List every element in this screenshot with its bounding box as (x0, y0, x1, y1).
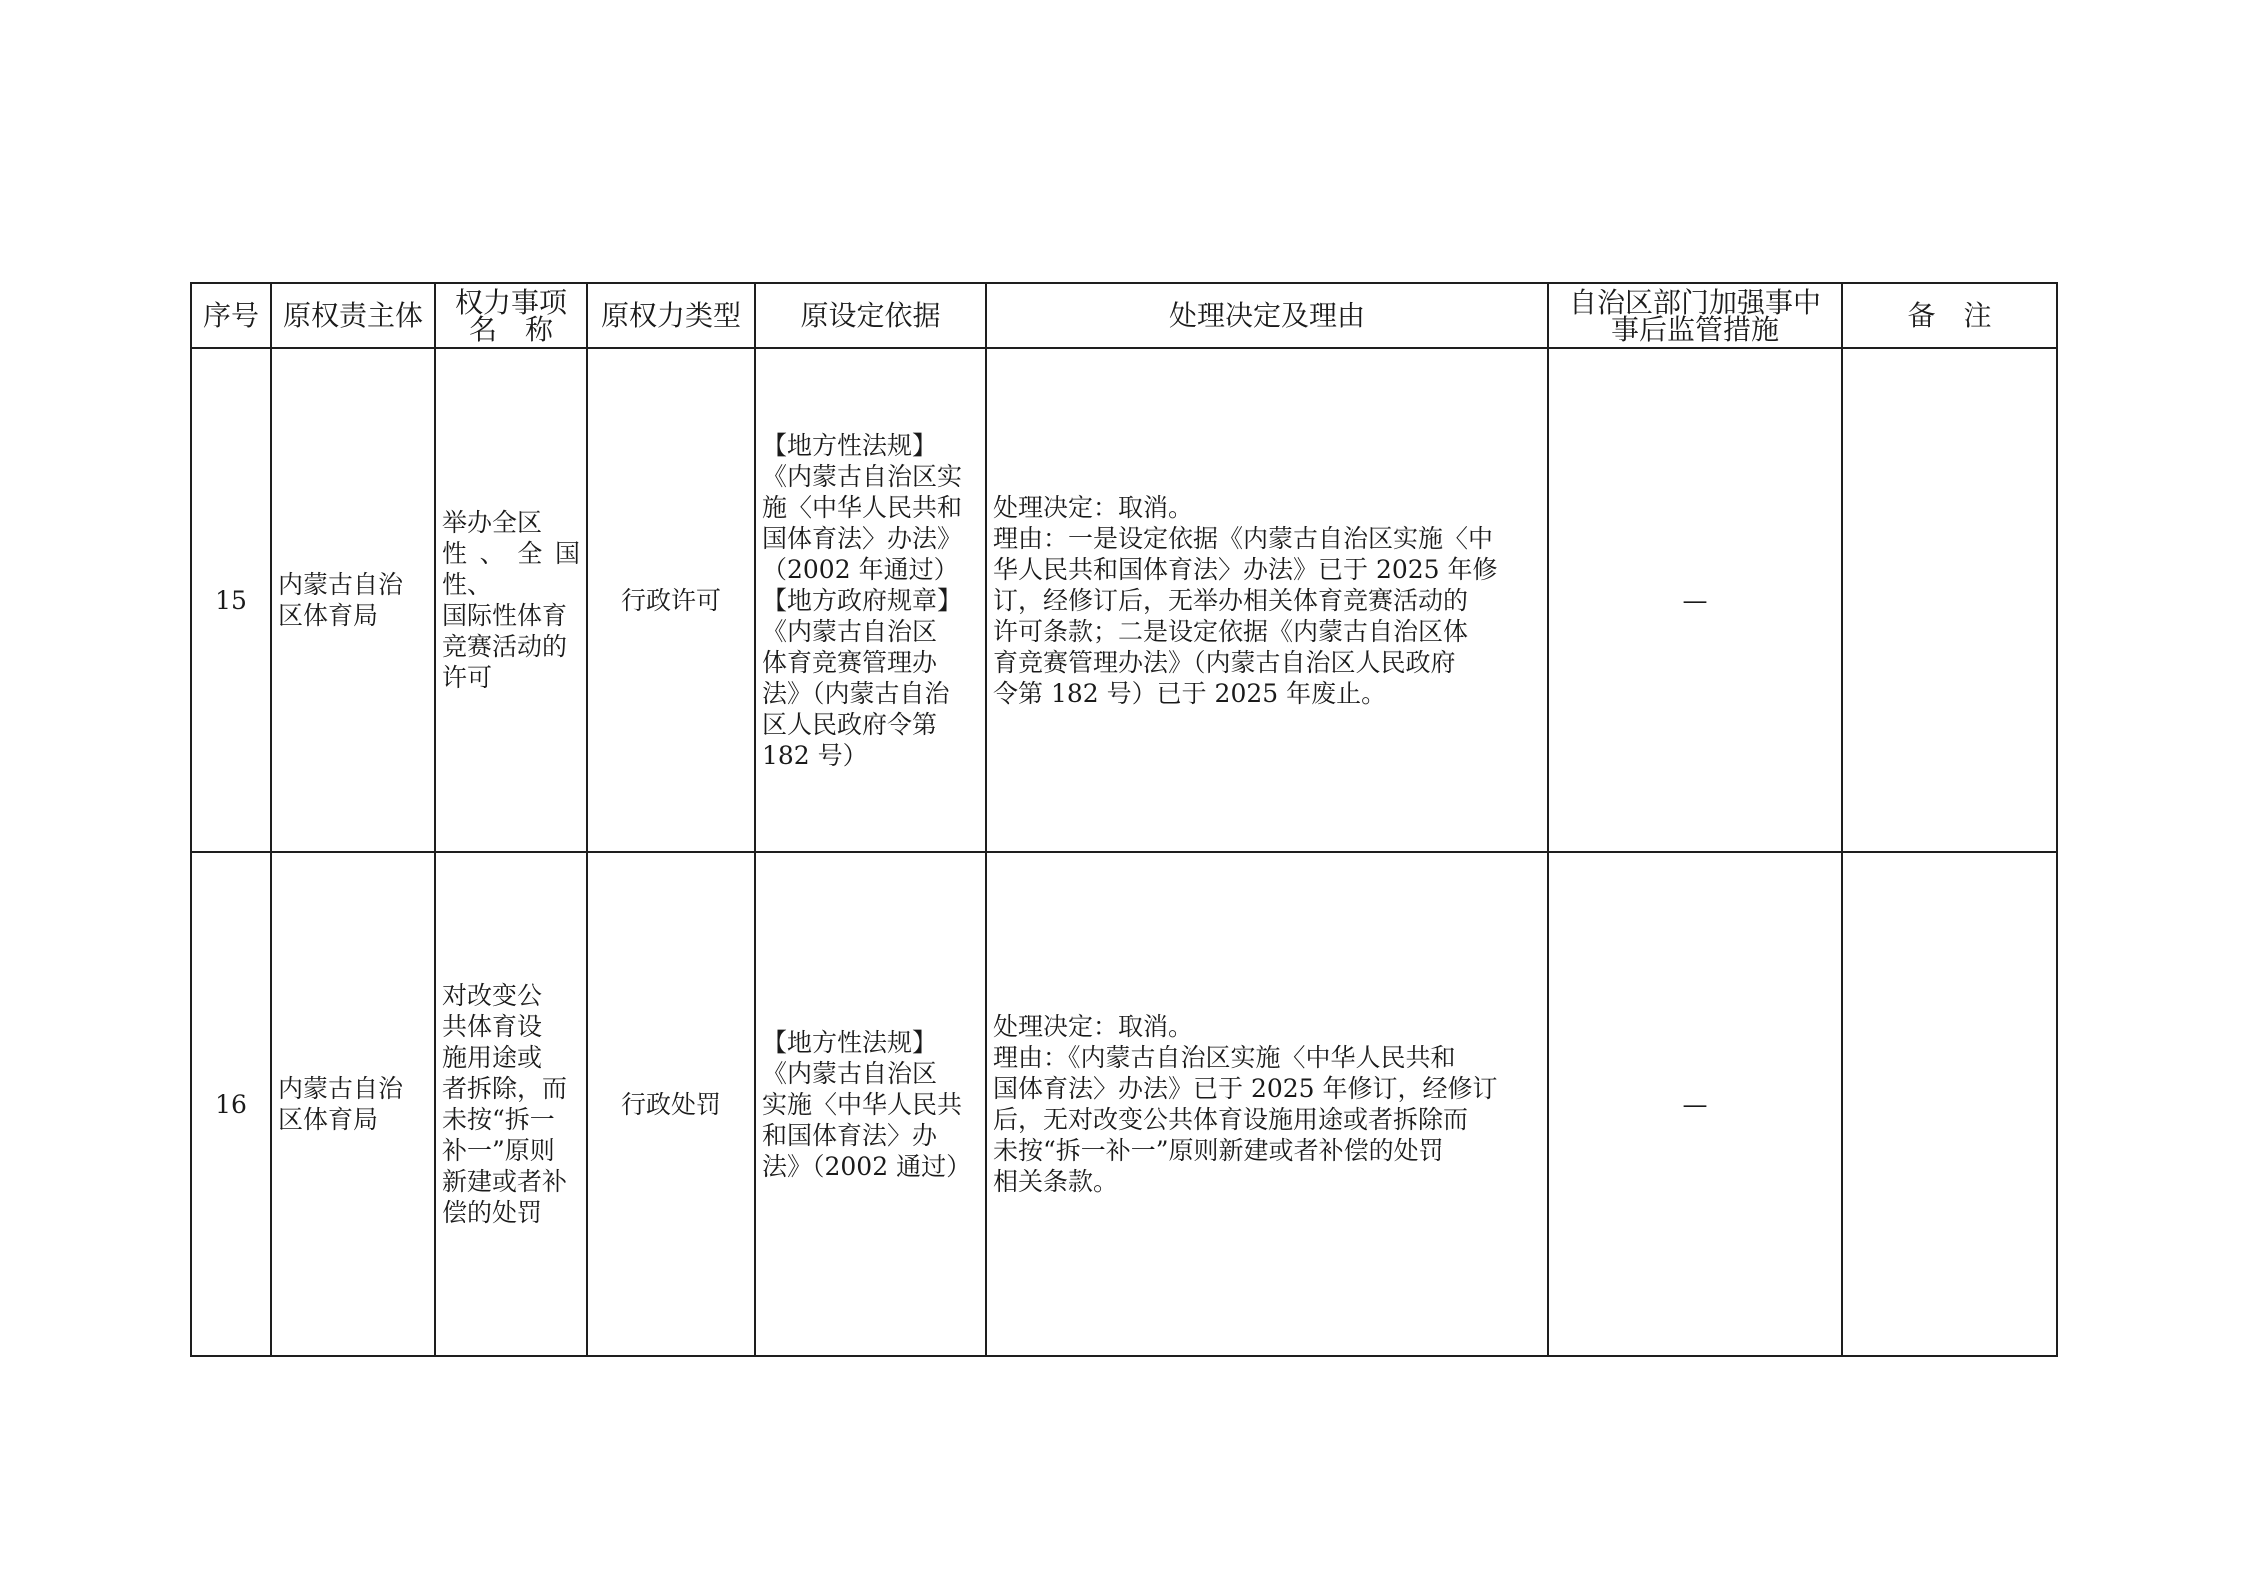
row-item-name: 举办全区 性、全国性、 国际性体育 竞赛活动的 许可 (435, 348, 587, 852)
table-row (191, 852, 2057, 1356)
table-row (191, 348, 2057, 852)
row-remarks (1842, 348, 2057, 852)
row-power-type: 行政许可 (587, 348, 755, 852)
row-basis: 【地方性法规】 《内蒙古自治区实 施〈中华人民共和 国体育法〉办法》 （2002 年通过） 【地方政府规章】 《内蒙古自治区 体育竞赛管理办 法》（内蒙古自治 区人民政府令第 182 号） (755, 348, 986, 852)
row-subject: 内蒙古自治 区体育局 (271, 348, 435, 852)
power-items-table (190, 282, 2058, 1357)
row-measures: — (1548, 852, 1842, 1356)
table-body (191, 348, 2057, 1356)
header-measures: 自治区部门加强事中 事后监管措施 (1548, 283, 1842, 348)
header-seq: 序号 (191, 283, 271, 348)
row-basis: 【地方性法规】 《内蒙古自治区 实施〈中华人民共 和国体育法〉办 法》（2002 通过） (755, 852, 986, 1356)
header-power-type: 原权力类型 (587, 283, 755, 348)
row-power-type: 行政处罚 (587, 852, 755, 1356)
row-item-name: 对改变公 共体育设 施用途或 者拆除，而 未按“拆一 补一”原则 新建或者补 偿的处罚 (435, 852, 587, 1356)
row-decision: 处理决定：取消。 理由：《内蒙古自治区实施〈中华人民共和 国体育法〉办法》已于 2025 年修订，经修订 后，无对改变公共体育设施用途或者拆除而 未按“拆一补一”原则新建或者补偿的处罚 相关条款。 (986, 852, 1548, 1356)
header-basis: 原设定依据 (755, 283, 986, 348)
header-remarks: 备 注 (1842, 283, 2057, 348)
row-seq: 16 (191, 852, 271, 1356)
row-subject: 内蒙古自治 区体育局 (271, 852, 435, 1356)
row-decision: 处理决定：取消。 理由：一是设定依据《内蒙古自治区实施〈中 华人民共和国体育法〉办法》已于 2025 年修 订，经修订后，无举办相关体育竞赛活动的 许可条款；二是设定依据《内蒙古自治区体 育竞赛管理办法》（内蒙古自治区人民政府 令第 182 号）已于 2025 年废止。 (986, 348, 1548, 852)
header-row (191, 283, 2057, 348)
header-subject: 原权责主体 (271, 283, 435, 348)
row-remarks (1842, 852, 2057, 1356)
row-measures: — (1548, 348, 1842, 852)
header-item-name: 权力事项 名 称 (435, 283, 587, 348)
header-decision: 处理决定及理由 (986, 283, 1548, 348)
row-seq: 15 (191, 348, 271, 852)
table-header (191, 283, 2057, 348)
